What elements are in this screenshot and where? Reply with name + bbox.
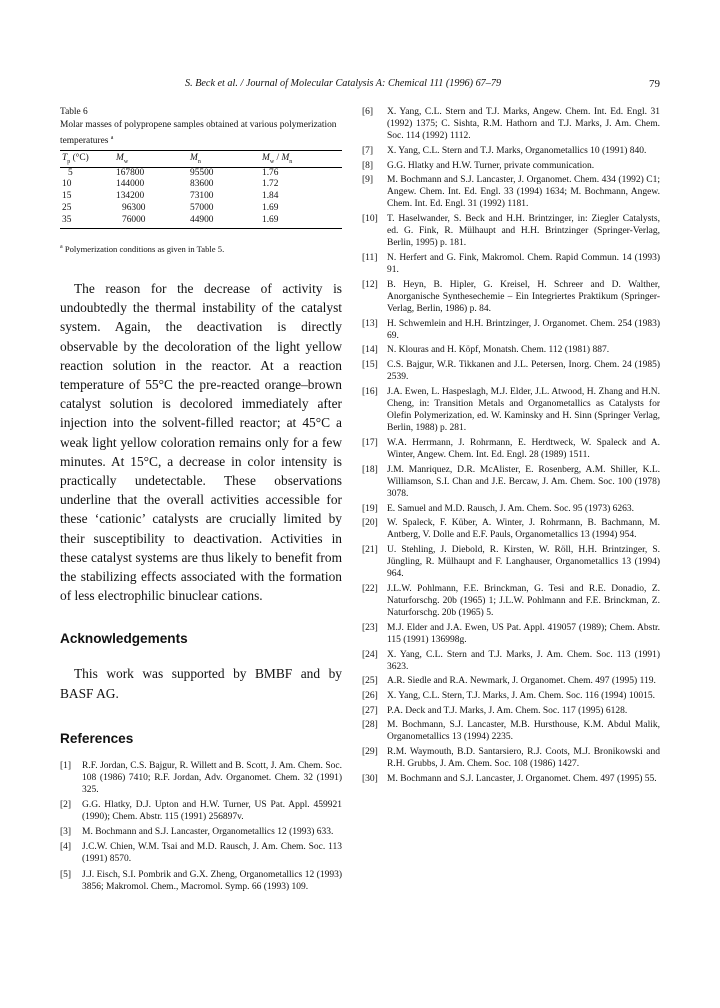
- table-caption-text: Molar masses of polypropene samples obtained at various polymerization temperatures: [60, 119, 337, 146]
- table-caption-mark: a: [110, 134, 114, 141]
- body-paragraph: The reason for the decrease of activity is undoubtedly the thermal instability of the catalyst system. Again, the deactivation is directly observable by the decoloration of the light yellow reaction solution in the reactor. At a reaction temperature of 55°C the pre-reacted orange–brown catalyst solution is decolored immediately after injection into the solvent-filled reactor; at 45°C a weak light yellow coloration remains only for a few minutes. At 15°C, a decrease in color intensity is practically undetectable. These observations underline that the overall activities accessible for these ‘cationic’ catalysts are crucially limited by their susceptibility to deactivation. Activities in these catalyst systems are thus likely to benefit from the stabilizing effects associated with the formation of less electrophilic binuclear cations.: [60, 280, 342, 604]
- reference-item: [23] M.J. Elder and J.A. Ewen, US Pat. Appl. 419057 (1989); Chem. Abstr. 115 (1991) 136998g.: [362, 622, 660, 645]
- table-row: 15 134200 73100 1.84: [62, 191, 279, 202]
- header-mw: $M_w$: [116, 150, 190, 167]
- reference-item: [17] W.A. Herrmann, J. Rohrmann, E. Herdtweck, W. Spaleck and A. Winter, Angew. Chem. Int. Ed. Engl. 28 (1989) 1511.: [362, 437, 660, 460]
- reference-item: [2] G.G. Hlatky, D.J. Upton and H.W. Turner, US Pat. Appl. 459921 (1990); Chem. Abstr. 115 (1991) 256897v.: [60, 800, 342, 823]
- table-row: 25 96300 57000 1.69: [62, 203, 279, 214]
- molar-mass-table: [60, 150, 342, 230]
- reference-item: [7] X. Yang, C.L. Stern and T.J. Marks, Organometallics 10 (1991) 840.: [362, 145, 647, 156]
- reference-item: [21] U. Stehling, J. Diebold, R. Kirsten, W. Röll, H.H. Brintzinger, S. Jüngling, R. Mülhaupt and F. Langhauser, Organometallics 13 (1994) 964.: [362, 545, 660, 580]
- table-row: 10 144000 83600 1.72: [62, 179, 279, 190]
- table-label: Table 6: [60, 107, 88, 117]
- reference-item: [4] J.C.W. Chien, W.M. Tsai and M.D. Rausch, J. Am. Chem. Soc. 113 (1991) 8570.: [60, 842, 342, 865]
- table-row: 5 167800 95500 1.76: [68, 167, 279, 178]
- acknowledgements-text: This work was supported by BMBF and by BASF AG.: [60, 666, 342, 701]
- reference-item: [3] M. Bochmann and S.J. Lancaster, Organometallics 12 (1993) 633.: [60, 827, 334, 838]
- reference-item: [15] C.S. Bajgur, W.R. Tikkanen and J.L. Petersen, Inorg. Chem. 24 (1985) 2539.: [362, 360, 660, 383]
- reference-item: [19] E. Samuel and M.D. Rausch, J. Am. Chem. Soc. 95 (1973) 6263.: [362, 503, 634, 514]
- references-list-left: [60, 760, 342, 893]
- reference-item: [12] B. Heyn, B. Hipler, G. Kreisel, H. Schreer and D. Walther, Anorganische Synthesechemie – Ein Integriertes Praktikum (Springer-Verlag, Berlin, 1986) p. 84.: [362, 279, 660, 314]
- table-header-row: [60, 150, 342, 167]
- running-header: [60, 78, 660, 94]
- reference-item: [22] J.L.W. Pohlmann, F.E. Brinckman, G. Tesi and R.E. Donadio, Z. Naturforschg. 20b (1965) 1; J.L.W. Pohlmann and F.E. Brinckman, Z. Naturforschg. 20b (1965) 5.: [362, 583, 660, 619]
- reference-item: [16] J.A. Ewen, L. Haspeslagh, M.J. Elder, J.L. Atwood, H. Zhang and H.N. Cheng, in: Transition Metals and Organometallics as Catalysts for Olefin Polymerization, ed. W. Kaminsky and H. Sinn (Springer Verlag, Berlin, 1988) p. 281.: [362, 386, 660, 434]
- reference-item: [26] X. Yang, C.L. Stern, T.J. Marks, J. Am. Chem. Soc. 116 (1994) 10015.: [362, 691, 655, 701]
- reference-item: [28] M. Bochmann, S.J. Lancaster, M.B. Hursthouse, K.M. Abdul Malik, Organometallics 13 (1994) 2235.: [362, 720, 660, 743]
- reference-item: [25] A.R. Siedle and R.A. Newmark, J. Organomet. Chem. 497 (1995) 119.: [362, 676, 656, 687]
- reference-item: [13] H. Schwemlein and H.H. Brintzinger, J. Organomet. Chem. 254 (1983) 69.: [362, 318, 660, 341]
- running-title: S. Beck et al. / Journal of Molecular Catalysis A: Chemical 111 (1996) 67–79: [185, 78, 502, 89]
- reference-item: [27] P.A. Deck and T.J. Marks, J. Am. Chem. Soc. 117 (1995) 6128.: [362, 705, 628, 716]
- reference-item: [1] R.F. Jordan, C.S. Bajgur, R. Willett and B. Scott, J. Am. Chem. Soc. 108 (1986) 7410; R.F. Jordan, Adv. Organomet. Chem. 32 (1991) 325.: [60, 760, 342, 795]
- reference-item: [10] T. Haselwander, S. Beck and H.H. Brintzinger, in: Ziegler Catalysts, ed. G. Fink, R. Mülhaupt and H.H. Brintzinger (Springer-Verlag, Berlin, 1995) p. 181.: [362, 214, 660, 249]
- reference-item: [29] R.M. Waymouth, B.D. Santarsiero, R.J. Coots, M.J. Bronikowski and R.H. Grubbs, J. Am. Chem. Soc. 108 (1986) 1427.: [362, 747, 660, 770]
- reference-item: [6] X. Yang, C.L. Stern and T.J. Marks, Angew. Chem. Int. Ed. Engl. 31 (1992) 1375; C. Sishta, R.M. Hathorn and T.J. Marks, J. Am. Chem. Soc. 114 (1992) 1112.: [362, 107, 660, 142]
- reference-item: [11] N. Herfert and G. Fink, Makromol. Chem. Rapid Commun. 14 (1993) 91.: [362, 253, 660, 276]
- reference-item: [30] M. Bochmann and S.J. Lancaster, J. Organomet. Chem. 497 (1995) 55.: [362, 773, 657, 784]
- header-mw-mn: $M_w / M_n$: [262, 150, 342, 167]
- table-caption: [60, 119, 342, 148]
- reference-item: [24] X. Yang, C.L. Stern and T.J. Marks, J. Am. Chem. Soc. 113 (1991) 3623.: [362, 649, 660, 672]
- table-row: 35 76000 44900 1.69: [60, 215, 342, 228]
- reference-item: [20] W. Spaleck, F. Küber, A. Winter, J. Rohrmann, B. Bachmann, M. Antberg, V. Dolle and E.F. Pauls, Organometallics 13 (1994) 954.: [362, 518, 660, 541]
- reference-item: [5] J.J. Eisch, S.I. Pombrik and G.X. Zheng, Organometallics 12 (1993) 3856; Makromol. Chem., Macromol. Symp. 66 (1993) 109.: [60, 869, 342, 892]
- table-footnote-mark: a: [60, 244, 63, 251]
- references-list-right: [362, 106, 660, 788]
- table-footnote: [60, 242, 342, 255]
- page-number: 79: [649, 78, 660, 90]
- references-heading: References: [60, 730, 134, 746]
- acknowledgements-heading: Acknowledgements: [60, 631, 188, 647]
- table-footnote-text: Polymerization conditions as given in Table 5.: [64, 243, 225, 254]
- left-column: [60, 106, 342, 896]
- table-caption-block: [60, 106, 342, 148]
- reference-item: [18] J.M. Manriquez, D.R. McAlister, E. Rosenberg, A.M. Shiller, K.L. Williamson, S.I. Chan and J.E. Bercaw, J. Am. Chem. Soc. 100 (1978) 3078.: [362, 464, 660, 499]
- reference-item: [8] G.G. Hlatky and H.W. Turner, private communication.: [362, 160, 595, 171]
- header-tp: $T_p$ (°C): [60, 150, 116, 167]
- reference-item: [14] N. Klouras and H. Köpf, Monatsh. Chem. 112 (1981) 887.: [362, 345, 610, 356]
- header-mn: $M_n$: [190, 150, 262, 167]
- reference-item: [9] M. Bochmann and S.J. Lancaster, J. Organomet. Chem. 434 (1992) C1; Angew. Chem. Int. Ed. Engl. 33 (1994) 1634; M. Bochmann, Angew. Chem. Int. Ed. Engl. 31 (1992) 1181.: [362, 175, 660, 210]
